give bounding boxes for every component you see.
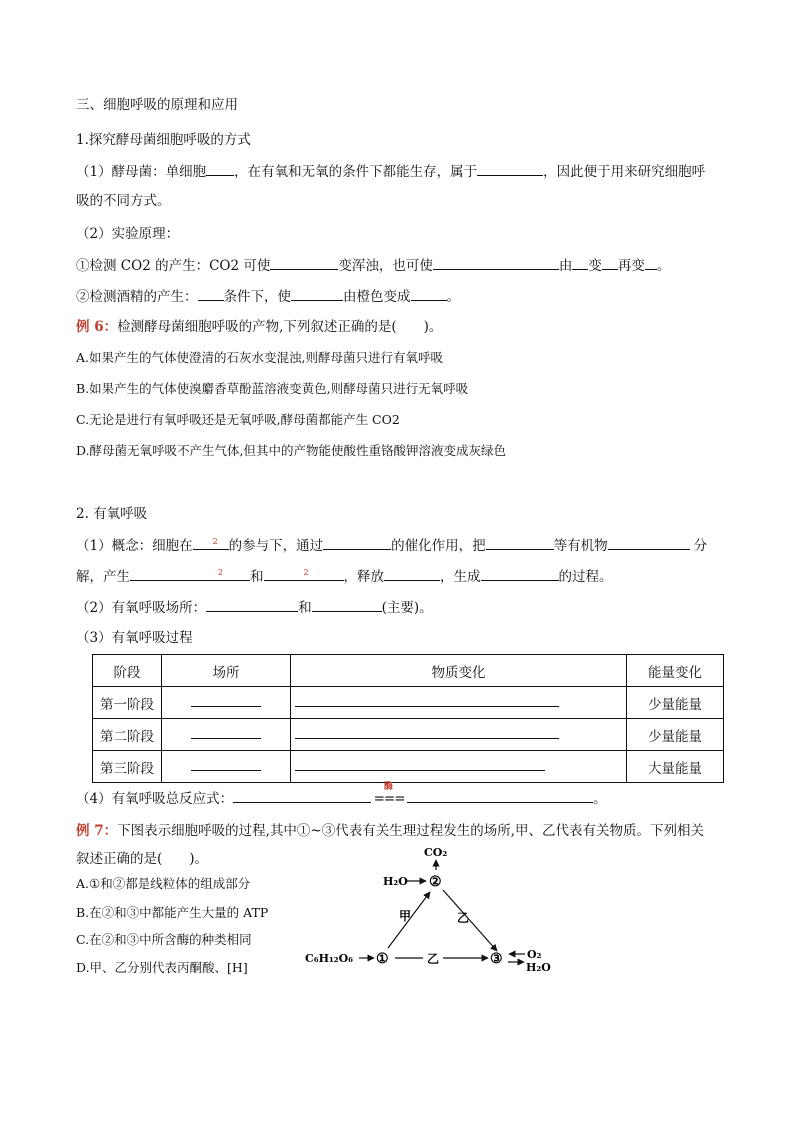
option-c: C.在②和③中所含酶的种类相同 bbox=[76, 932, 252, 947]
stage-cell: 第一阶段 bbox=[93, 687, 162, 719]
jia-label: 甲 bbox=[399, 909, 412, 923]
option-c: C.无论是进行有氧呼吸还是无氧呼吸,酵母菌都能产生 CO2 bbox=[76, 412, 400, 427]
part1-heading: 1.探究酵母菌细胞呼吸的方式 bbox=[76, 132, 251, 148]
table-row bbox=[93, 719, 724, 751]
co2-label: CO₂ bbox=[424, 846, 448, 859]
example7-question-2: 叙述正确的是( )。 bbox=[76, 851, 209, 867]
concept-line-1: （1）概念：细胞在 2 的参与下，通过 的催化作用，把 等有机物 分 bbox=[76, 537, 708, 554]
blank[interactable] bbox=[198, 286, 224, 301]
blank[interactable] bbox=[433, 255, 559, 270]
example-label: 例 6： bbox=[76, 319, 118, 335]
blank[interactable] bbox=[411, 286, 447, 301]
co2-detect-line: ①检测 CO2 的产生：CO2 可使 变浑浊，也可使 由 变 再变 。 bbox=[76, 255, 670, 276]
stage-cell: 第三阶段 bbox=[93, 751, 162, 783]
example7-question: 例 7：下图表示细胞呼吸的过程,其中①~③代表有关生理过程发生的场所,甲、乙代表有关物质。下列相关 bbox=[76, 823, 704, 839]
place-line: （2）有氧呼吸场所： 和 (主要)。 bbox=[76, 597, 433, 618]
blank[interactable] bbox=[572, 255, 588, 270]
part2-heading: 2. 有氧呼吸 bbox=[76, 506, 148, 522]
option-a: A.①和②都是线粒体的组成部分 bbox=[76, 876, 251, 891]
h2o-in-label: H₂O bbox=[383, 875, 408, 888]
blank[interactable] bbox=[206, 161, 234, 176]
place-blank-cell[interactable] bbox=[162, 719, 291, 751]
option-a: A.如果产生的气体使澄清的石灰水变混浊,则酵母菌只进行有氧呼吸 bbox=[76, 350, 443, 365]
blank[interactable] bbox=[602, 255, 618, 270]
table-row bbox=[93, 751, 724, 783]
blank[interactable] bbox=[233, 788, 371, 803]
node-2: ② bbox=[429, 874, 442, 890]
blank[interactable]: 2 bbox=[130, 566, 250, 581]
yeast-line-2: 吸的不同方式。 bbox=[76, 193, 171, 209]
blank[interactable] bbox=[384, 566, 440, 581]
option-d: D.甲、乙分别代表丙酮酸、[H] bbox=[76, 960, 248, 975]
equation-line: （4）有氧呼吸总反应式： === 。 bbox=[76, 788, 607, 809]
enzyme-label: 酶 bbox=[384, 782, 394, 792]
o2-label: O₂ bbox=[527, 948, 542, 961]
respiration-stages-table bbox=[92, 654, 724, 783]
yi-right-label: 乙 bbox=[457, 911, 470, 925]
table-row bbox=[93, 687, 724, 719]
change-blank-cell[interactable] bbox=[291, 719, 627, 751]
blank[interactable] bbox=[645, 255, 657, 270]
node-3: ③ bbox=[490, 951, 503, 967]
principle-label: （2）实验原理： bbox=[76, 226, 180, 242]
example6-question: 例 6：检测酵母菌细胞呼吸的产物,下列叙述正确的是( )。 bbox=[76, 319, 443, 335]
header-cell: 场所 bbox=[162, 655, 291, 687]
glucose-label: C₆H₁₂O₆ bbox=[305, 952, 354, 965]
alcohol-detect-line: ②检测酒精的产生： 条件下，使 由橙色变成 。 bbox=[76, 286, 460, 307]
header-cell: 阶段 bbox=[93, 655, 162, 687]
energy-cell: 少量能量 bbox=[627, 719, 724, 751]
reaction-arrow: === bbox=[373, 791, 405, 807]
blank[interactable] bbox=[291, 286, 343, 301]
yeast-line: （1）酵母菌：单细胞 ，在有氧和无氧的条件下都能生存，属于 ，因此便于用来研究细胞呼 bbox=[76, 161, 705, 182]
example-label: 例 7： bbox=[76, 823, 118, 839]
place-blank-cell[interactable] bbox=[162, 751, 291, 783]
option-b: B.如果产生的气体使溴麝香草酚蓝溶液变黄色,则酵母菌只进行无氧呼吸 bbox=[76, 381, 469, 396]
table-header-row bbox=[93, 655, 724, 687]
change-blank-cell[interactable] bbox=[291, 751, 627, 783]
option-b: B.在②和③中都能产生大量的 ATP bbox=[76, 905, 269, 920]
energy-cell: 少量能量 bbox=[627, 687, 724, 719]
section-title: 三、细胞呼吸的原理和应用 bbox=[76, 97, 238, 113]
blank[interactable] bbox=[270, 255, 338, 270]
blank[interactable] bbox=[477, 161, 543, 176]
h2o-out-label: H₂O bbox=[526, 961, 551, 974]
blank[interactable] bbox=[407, 788, 593, 803]
option-d: D.酵母菌无氧呼吸不产生气体,但其中的产物能使酸性重铬酸钾溶液变成灰绿色 bbox=[76, 443, 507, 458]
arrow bbox=[443, 890, 497, 951]
energy-cell: 大量能量 bbox=[627, 751, 724, 783]
yi-bottom-label: 乙 bbox=[427, 952, 440, 966]
blank[interactable]: 2 bbox=[264, 566, 344, 581]
blank[interactable] bbox=[486, 535, 554, 550]
blank[interactable] bbox=[608, 535, 690, 550]
blank[interactable] bbox=[323, 535, 391, 550]
concept-line-2: 解，产生 2 和 2 ，释放 ，生成 的过程。 bbox=[76, 568, 613, 585]
blank[interactable] bbox=[312, 597, 382, 612]
blank[interactable]: 2 bbox=[193, 535, 229, 550]
node-1: ① bbox=[376, 951, 389, 967]
blank[interactable] bbox=[206, 597, 298, 612]
blank[interactable] bbox=[481, 566, 559, 581]
change-blank-cell[interactable] bbox=[291, 687, 627, 719]
place-blank-cell[interactable] bbox=[162, 687, 291, 719]
process-heading: （3）有氧呼吸过程 bbox=[76, 630, 193, 646]
respiration-diagram bbox=[300, 838, 560, 988]
header-cell: 物质变化 bbox=[291, 655, 627, 687]
stage-cell: 第二阶段 bbox=[93, 719, 162, 751]
header-cell: 能量变化 bbox=[627, 655, 724, 687]
